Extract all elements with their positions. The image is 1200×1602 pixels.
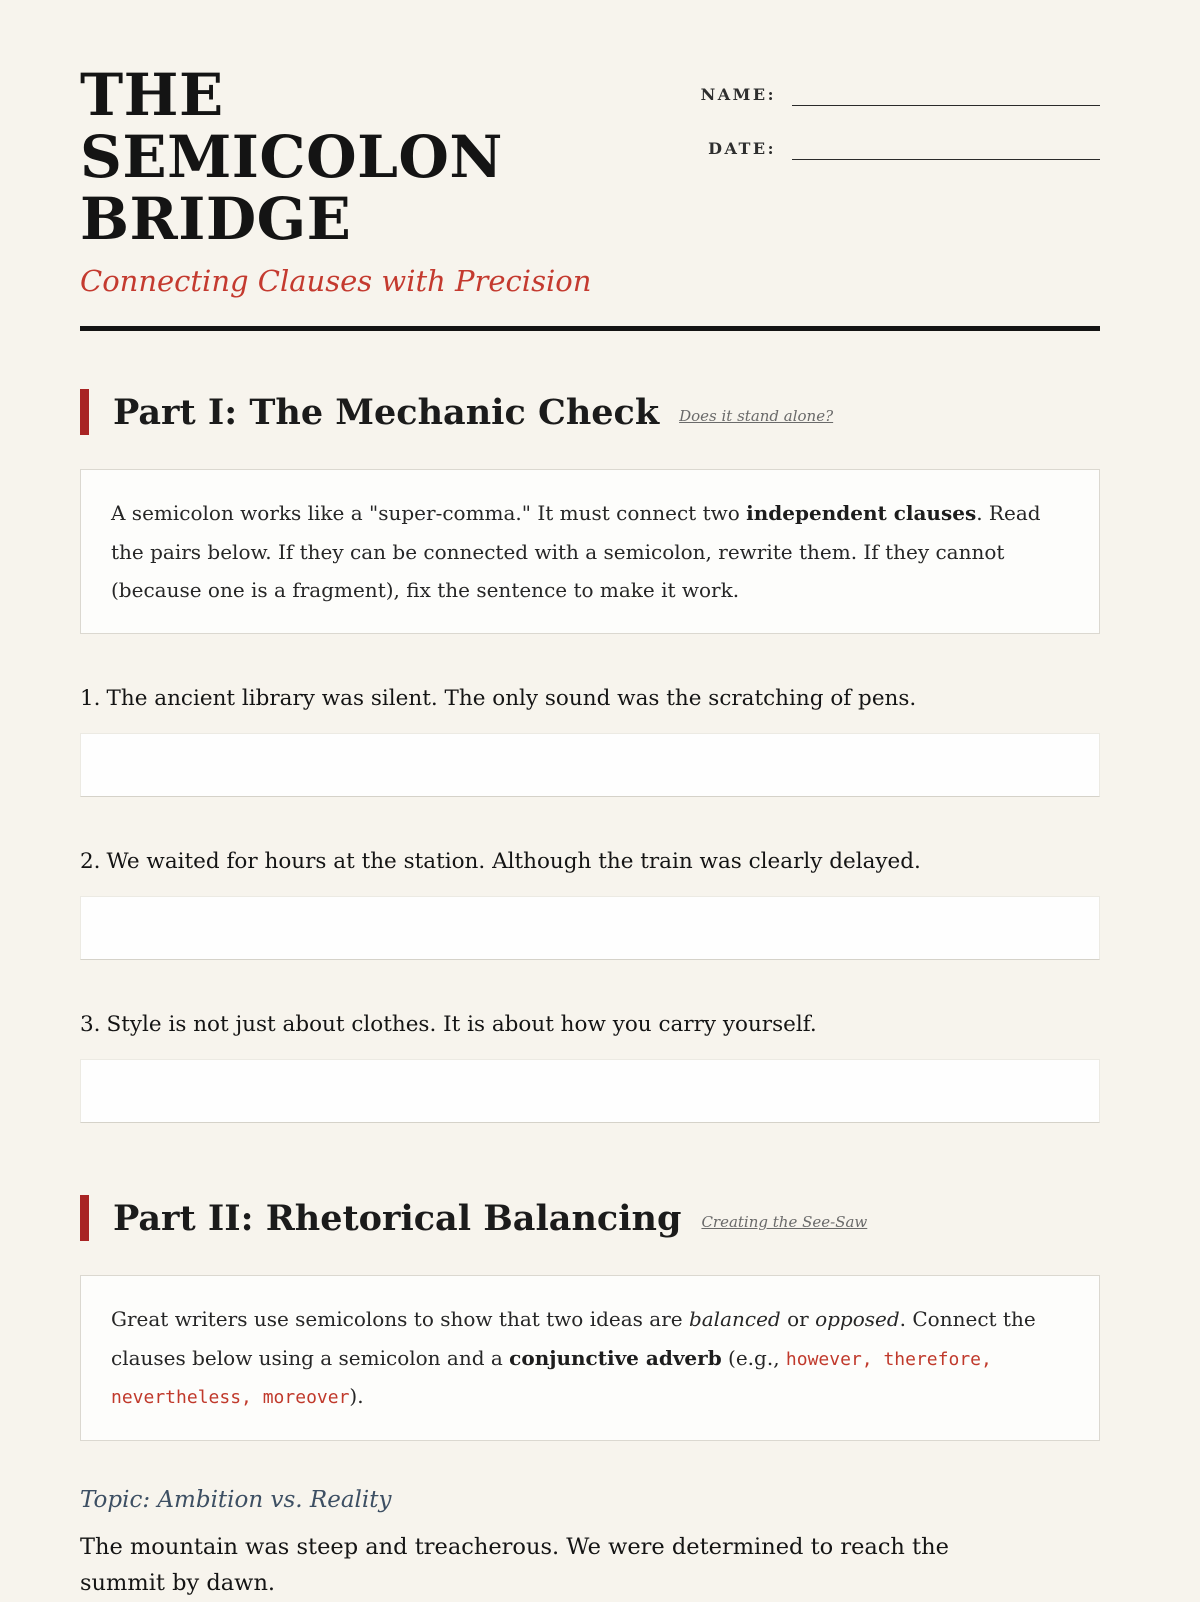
part1-hint: Does it stand alone?: [679, 407, 834, 426]
instruction-text: (e.g.,: [721, 1345, 786, 1370]
topic-label: Topic: Ambition vs. Reality: [80, 1486, 392, 1513]
date-row: [690, 134, 1100, 160]
exercise-text: We waited for hours at the station. Although the train was clearly delayed.: [106, 849, 921, 875]
part1-instruction-box: [80, 469, 1100, 634]
part2-instruction-box: [80, 1275, 1100, 1440]
name-label: NAME:: [700, 85, 776, 104]
exercise-text: Style is not just about clothes. It is about how you carry yourself.: [106, 1012, 817, 1038]
part2-heading-row: [80, 1195, 1100, 1241]
date-label: DATE:: [708, 139, 776, 158]
exercise-item-1: [80, 686, 1100, 797]
answer-box-1[interactable]: [80, 733, 1100, 797]
part1-instruction-paragraph: [111, 494, 1069, 609]
exercise-item-2: [80, 849, 1100, 960]
instruction-bold-term: conjunctive adverb: [509, 1345, 722, 1370]
instruction-bold-term: independent clauses: [746, 501, 977, 526]
part2-prompt-sentence: The mountain was steep and treacherous. We were determined to reach the summit by dawn.: [80, 1533, 949, 1597]
section-accent-bar: [80, 1195, 89, 1241]
conjunctive-adverb-examples: however, therefore, nevertheless, moreover: [111, 1348, 992, 1409]
date-input-line[interactable]: [792, 134, 1100, 160]
instruction-text: . Read the pairs below. If they can be connected with a semicolon, rewrite them. If they cannot (because one is a fragment), fix the sentence to make it work.: [111, 501, 1041, 602]
part2-heading: Part II: Rhetorical Balancing: [113, 1197, 682, 1239]
instruction-text: ).: [349, 1384, 364, 1409]
page-title: THE SEMICOLON BRIDGE: [80, 61, 503, 254]
section-part-2: [80, 1195, 1100, 1601]
name-input-line[interactable]: [792, 80, 1100, 106]
part1-heading: Part I: The Mechanic Check: [113, 391, 660, 433]
part2-hint: Creating the See-Saw: [701, 1213, 868, 1232]
section-part-1: [80, 389, 1100, 1123]
exercise-text: The ancient library was silent. The only sound was the scratching of pens.: [106, 686, 917, 712]
page-subtitle: Connecting Clauses with Precision: [80, 264, 592, 299]
exercise-item-3: [80, 1012, 1100, 1123]
header: [80, 61, 1100, 299]
exercise-prompt-1: [80, 686, 1100, 711]
exercise-number: 3.: [80, 1012, 101, 1038]
exercise-number: 2.: [80, 849, 101, 875]
name-date-block: [690, 80, 1100, 188]
answer-box-2[interactable]: [80, 896, 1100, 960]
exercise-prompt-3: [80, 1012, 1100, 1037]
header-divider: [80, 326, 1100, 331]
instruction-text: or: [780, 1307, 816, 1332]
part1-heading-row: [80, 389, 1100, 435]
instruction-text: . Connect the clauses below using a semicolon and a: [111, 1307, 1036, 1370]
instruction-text: Great writers use semicolons to show that two ideas are: [111, 1307, 689, 1332]
name-row: [690, 80, 1100, 106]
exercise-prompt-2: [80, 849, 1100, 874]
instruction-text: A semicolon works like a "super-comma." It must connect two: [111, 501, 747, 526]
instruction-italic-term: balanced: [688, 1307, 781, 1332]
title-block: [80, 61, 640, 299]
exercise-number: 1.: [80, 686, 101, 712]
part2-instruction-paragraph: [111, 1300, 1069, 1415]
answer-box-3[interactable]: [80, 1059, 1100, 1123]
section-accent-bar: [80, 389, 89, 435]
instruction-italic-term: opposed: [815, 1307, 900, 1332]
